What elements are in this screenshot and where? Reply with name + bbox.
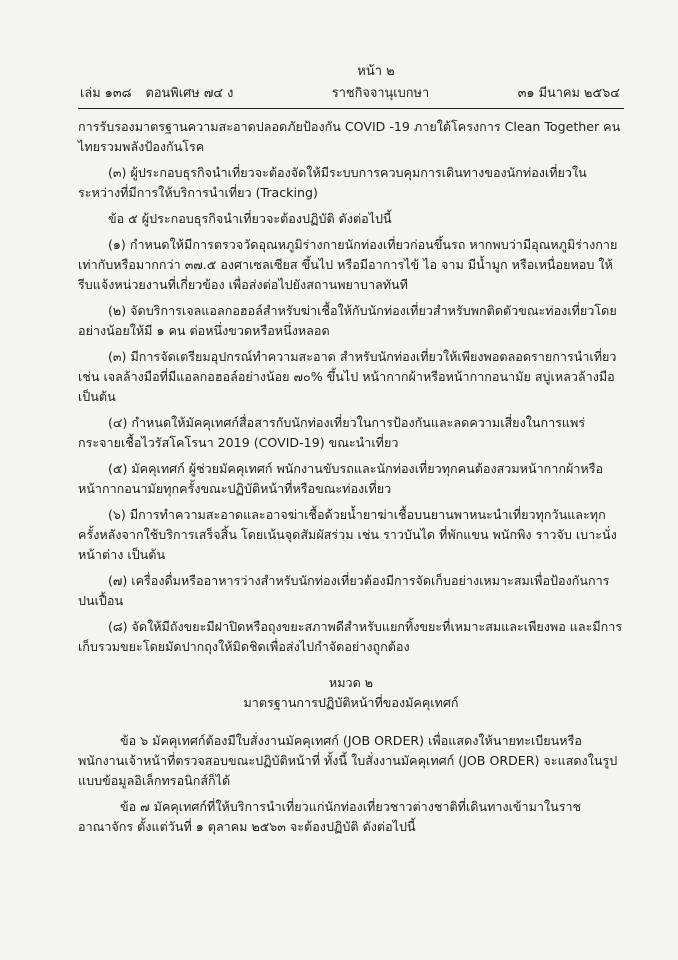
header-issue: ตอนพิเศษ ๗๔ ง (145, 86, 234, 101)
page-number: หน้า ๒ (357, 64, 395, 79)
article-6: ข้อ ๖ มัคคุเทศก์ต้องมีใบสั่งงานมัคคุเทศก์ (JOB ORDER) เพื่อแสดงให้นายทะเบียนหรือพนักงานเจ้าหน้าที่ตรวจสอบขณะปฏิบัติหน้าที่ ทั้งนี้ ใบสั่งงานมัคคุเทศก์ (JOB ORDER) จะแสดงในรูปแบบข้อมูลอิเล็กทรอนิกส์ก็ได้ (78, 733, 618, 788)
header-date: ๓๑ มีนาคม ๒๕๖๔ (517, 86, 620, 101)
article-5-item-5: (๕) มัคคุเทศก์ ผู้ช่วยมัคคุเทศก์ พนักงานขับรถและนักท่องเที่ยวทุกคนต้องสวมหน้ากากผ้าหรือหน้ากากอนามัยทุกครั้งขณะปฏิบัติหน้าที่หรือขณะท่องเที่ยว (78, 461, 604, 496)
article-5-item-1: (๑) กำหนดให้มีการตรวจวัดอุณหภูมิร่างกายนักท่องเที่ยวก่อนขึ้นรถ หากพบว่ามีอุณหภูมิร่างกายเท่ากับหรือมากกว่า ๓๗.๕ องศาเซลเซียส ขึ้นไป หรือมีอาการไข้ ไอ จาม มีน้ำมูก หรือเหนื่อยหอบ ให้รีบแจ้งหน่วยงานที่เกี่ยวข้อง เพื่อส่งต่อไปยังสถานพยาบาลทันที (78, 237, 618, 292)
article-5-item-6: (๖) มีการทำความสะอาดและอาจฆ่าเชื้อด้วยน้ำยาฆ่าเชื้อบนยานพาหนะนำเที่ยวทุกวันและทุกครั้งหลังจากใช้บริการเสร็จสิ้น โดยเน้นจุดสัมผัสร่วม เช่น ราวบันได ที่พักแขน พนักพิง ราวจับ เบาะนั่ง หน้าต่าง เป็นต้น (78, 507, 617, 562)
continuation-paragraph: การรับรองมาตรฐานความสะอาดปลอดภัยป้องกัน COVID -19 ภายใต้โครงการ Clean Together คนไทยรวมพลังป้องกันโรค (78, 119, 621, 154)
article-5: ข้อ ๕ ผู้ประกอบธุรกิจนำเที่ยวจะต้องปฏิบัติ ดังต่อไปนี้ (108, 211, 392, 226)
article-7: ข้อ ๗ มัคคุเทศก์ที่ให้บริการนำเที่ยวแก่นักท่องเที่ยวชาวต่างชาติที่เดินทางเข้ามาในราชอาณาจักร ตั้งแต่วันที่ ๑ ตุลาคม ๒๕๖๓ จะต้องปฏิบัติ ดังต่อไปนี้ (78, 799, 582, 834)
header-publication: ราชกิจจานุเบกษา (331, 86, 430, 101)
item-3: (๓) ผู้ประกอบธุรกิจนำเที่ยวจะต้องจัดให้มีระบบการควบคุมการเดินทางของนักท่องเที่ยวในระหว่างที่มีการให้บริการนำเที่ยว (Tracking) (78, 165, 587, 200)
article-5-item-7: (๗) เครื่องดื่มหรืออาหารว่างสำหรับนักท่องเที่ยวต้องมีการจัดเก็บอย่างเหมาะสมเพื่อป้องกันการปนเปื้อน (78, 573, 610, 608)
gazette-header (78, 84, 624, 104)
chapter-title: มาตรฐานการปฏิบัติหน้าที่ของมัคคุเทศก์ (243, 695, 459, 710)
header-issue-info (80, 84, 243, 104)
article-5-item-2: (๒) จัดบริการเจลแอลกอฮอล์สำหรับฆ่าเชื้อให้กับนักท่องเที่ยวสำหรับพกติดตัวขณะท่องเที่ยวโดยอย่างน้อยให้มี ๑ คน ต่อหนึ่งขวดหรือหนึ่งหลอด (78, 303, 617, 338)
article-5-item-8: (๘) จัดให้มีถังขยะมีฝาปิดหรือถุงขยะสภาพดีสำหรับแยกทิ้งขยะที่เหมาะสมและเพียงพอ และมีการเก็บรวมขยะโดยมัดปากถุงให้มิดชิดเพื่อส่งไปกำจัดอย่างถูกต้อง (78, 619, 623, 654)
header-volume: เล่ม ๑๓๘ (80, 86, 132, 101)
article-5-item-4: (๔) กำหนดให้มัคคุเทศก์สื่อสารกับนักท่องเที่ยวในการป้องกันและลดความเสี่ยงในการแพร่กระจายเชื้อไวรัสโคโรนา 2019 (COVID-19) ขณะนำเที่ยว (78, 415, 586, 450)
chapter-number: หมวด ๒ (328, 675, 374, 690)
header-divider (78, 108, 624, 109)
article-5-item-3: (๓) มีการจัดเตรียมอุปกรณ์ทำความสะอาด สำหรับนักท่องเที่ยวให้เพียงพอตลอดรายการนำเที่ยว เช่น เจลล้างมือที่มีแอลกอฮอล์อย่างน้อย ๗๐% ขึ้นไป หน้ากากผ้าหรือหน้ากากอนามัย สบู่เหลวล้างมือเป็นต้น (78, 349, 617, 404)
